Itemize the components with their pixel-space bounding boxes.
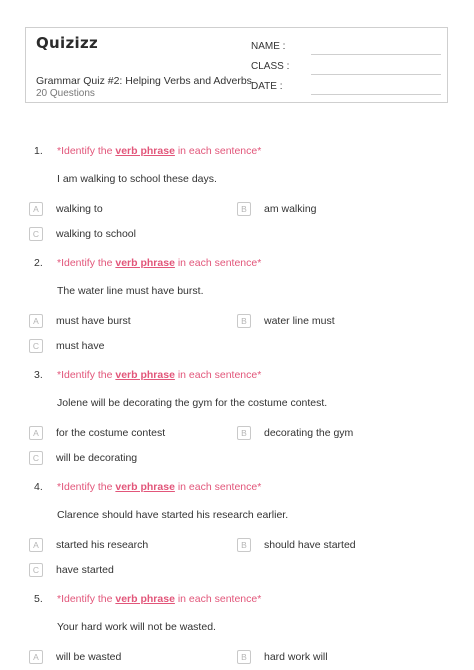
date-field[interactable] — [251, 81, 441, 95]
question-instruction: *Identify the verb phrase in each sentence* — [57, 145, 262, 157]
verb-phrase-emphasis: verb phrase — [115, 481, 175, 493]
option-letter-badge: C — [29, 563, 43, 577]
option-letter-badge: B — [237, 650, 251, 664]
question-text: Your hard work will not be wasted. — [57, 621, 216, 633]
option-letter-badge: B — [237, 202, 251, 216]
question-number: 1. — [34, 145, 43, 157]
class-label: CLASS : — [251, 61, 290, 72]
question-text: I am walking to school these days. — [57, 173, 217, 185]
verb-phrase-emphasis: verb phrase — [115, 145, 175, 157]
quiz-title: Grammar Quiz #2: Helping Verbs and Adverbs — [36, 75, 252, 87]
option-text: will be decorating — [56, 452, 138, 464]
option-letter-badge: C — [29, 451, 43, 465]
question-count: 20 Questions — [36, 88, 95, 99]
class-line — [311, 74, 441, 75]
question-number: 2. — [34, 257, 43, 269]
verb-phrase-emphasis: verb phrase — [115, 257, 175, 269]
option-text: will be wasted — [56, 651, 122, 663]
question-text: Clarence should have started his research earlier. — [57, 509, 289, 521]
option-text: for the costume contest — [56, 427, 166, 439]
name-label: NAME : — [251, 41, 286, 52]
question-number: 4. — [34, 481, 43, 493]
option-letter-badge: A — [29, 426, 43, 440]
option-letter-badge: C — [29, 339, 43, 353]
option-letter-badge: B — [237, 314, 251, 328]
question-number: 5. — [34, 593, 43, 605]
option-text: am walking — [264, 203, 317, 215]
option-text: must have — [56, 340, 105, 352]
option-text: must have burst — [56, 315, 131, 327]
option-text: started his research — [56, 539, 149, 551]
option-letter-badge: A — [29, 538, 43, 552]
question-number: 3. — [34, 369, 43, 381]
question-instruction: *Identify the verb phrase in each sentence* — [57, 593, 262, 605]
name-field[interactable] — [251, 41, 441, 55]
option-letter-badge: B — [237, 426, 251, 440]
date-label: DATE : — [251, 81, 283, 92]
question-text: The water line must have burst. — [57, 285, 204, 297]
option-letter-badge: A — [29, 650, 43, 664]
option-text: should have started — [264, 539, 356, 551]
verb-phrase-emphasis: verb phrase — [115, 369, 175, 381]
option-letter-badge: B — [237, 538, 251, 552]
quizizz-logo: Quizizz — [36, 34, 99, 52]
option-text: walking to school — [56, 228, 136, 240]
class-field[interactable] — [251, 61, 441, 75]
option-letter-badge: A — [29, 202, 43, 216]
option-text: have started — [56, 564, 114, 576]
option-letter-badge: C — [29, 227, 43, 241]
option-text: water line must — [264, 315, 335, 327]
worksheet-header — [25, 27, 448, 103]
question-instruction: *Identify the verb phrase in each sentence* — [57, 257, 262, 269]
date-line — [311, 94, 441, 95]
option-text: hard work will — [264, 651, 328, 663]
question-text: Jolene will be decorating the gym for the costume contest. — [57, 397, 328, 409]
verb-phrase-emphasis: verb phrase — [115, 593, 175, 605]
option-text: walking to — [56, 203, 103, 215]
name-line — [311, 54, 441, 55]
question-instruction: *Identify the verb phrase in each sentence* — [57, 369, 262, 381]
option-text: decorating the gym — [264, 427, 354, 439]
option-letter-badge: A — [29, 314, 43, 328]
question-instruction: *Identify the verb phrase in each sentence* — [57, 481, 262, 493]
